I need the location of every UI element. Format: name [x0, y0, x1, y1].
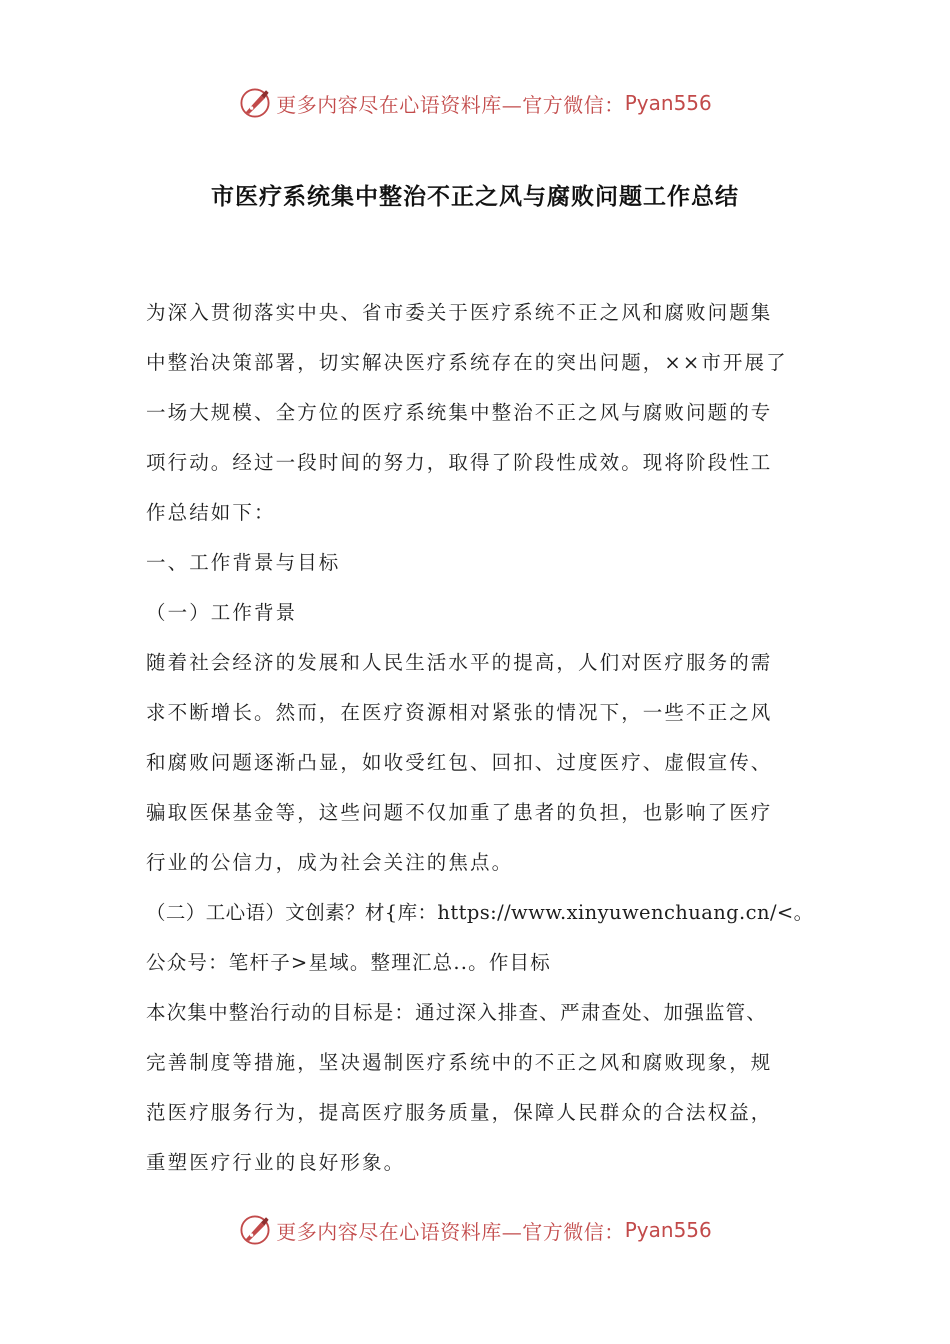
body-line: 和腐败问题逐渐凸显，如收受红包、回扣、过度医疗、虚假宣传、 — [146, 751, 773, 774]
pen-nib-logo-icon — [238, 86, 272, 120]
watermark-banner-bottom — [0, 1205, 950, 1255]
body-line: 骗取医保基金等，这些问题不仅加重了患者的负担，也影响了医疗 — [146, 801, 773, 824]
subsection-heading-1: （一）工作背景 — [146, 601, 298, 624]
body-line: 本次集中整治行动的目标是：通过深入排查、严肃查处、加强监管、 — [146, 1001, 768, 1024]
watermark-text: 更多内容尽在心语资料库—官方微信： — [276, 1219, 625, 1244]
body-line: 完善制度等措施，坚决遏制医疗系统中的不正之风和腐败现象，规 — [146, 1051, 773, 1074]
body-line: 作总结如下： — [146, 501, 276, 524]
watermark-text: 更多内容尽在心语资料库—官方微信： — [276, 92, 625, 117]
section-heading-1: 一、工作背景与目标 — [146, 551, 341, 574]
subsection-heading-2-with-url: （二）工心语）文创素？材{库：https://www.xinyuwenchuang.cn/<。 — [146, 901, 814, 924]
body-line: 重塑医疗行业的良好形象。 — [146, 1151, 406, 1174]
body-line: 范医疗服务行为，提高医疗服务质量，保障人民群众的合法权益， — [146, 1101, 773, 1124]
body-line: 为深入贯彻落实中央、省市委关于医疗系统不正之风和腐败问题集 — [146, 301, 773, 324]
body-line: 求不断增长。然而，在医疗资源相对紧张的情况下，一些不正之风 — [146, 701, 773, 724]
pen-nib-logo-icon — [238, 1213, 272, 1247]
body-line: 行业的公信力，成为社会关注的焦点。 — [146, 851, 514, 874]
watermark-wechat-id: Pyan556 — [624, 91, 712, 115]
document-title: 市医疗系统集中整治不正之风与腐败问题工作总结 — [211, 184, 739, 210]
body-line: 项行动。经过一段时间的努力，取得了阶段性成效。现将阶段性工 — [146, 451, 773, 474]
body-line: 公众号：笔杆子>星域。整理汇总..。作目标 — [146, 951, 551, 974]
watermark-wechat-id: Pyan556 — [624, 1218, 712, 1242]
document-body — [146, 288, 814, 1188]
body-line: 一场大规模、全方位的医疗系统集中整治不正之风与腐败问题的专 — [146, 401, 773, 424]
body-line: 随着社会经济的发展和人民生活水平的提高，人们对医疗服务的需 — [146, 651, 773, 674]
watermark-banner-top — [0, 78, 950, 128]
body-line: 中整治决策部署，切实解决医疗系统存在的突出问题，××市开展了 — [146, 351, 788, 374]
